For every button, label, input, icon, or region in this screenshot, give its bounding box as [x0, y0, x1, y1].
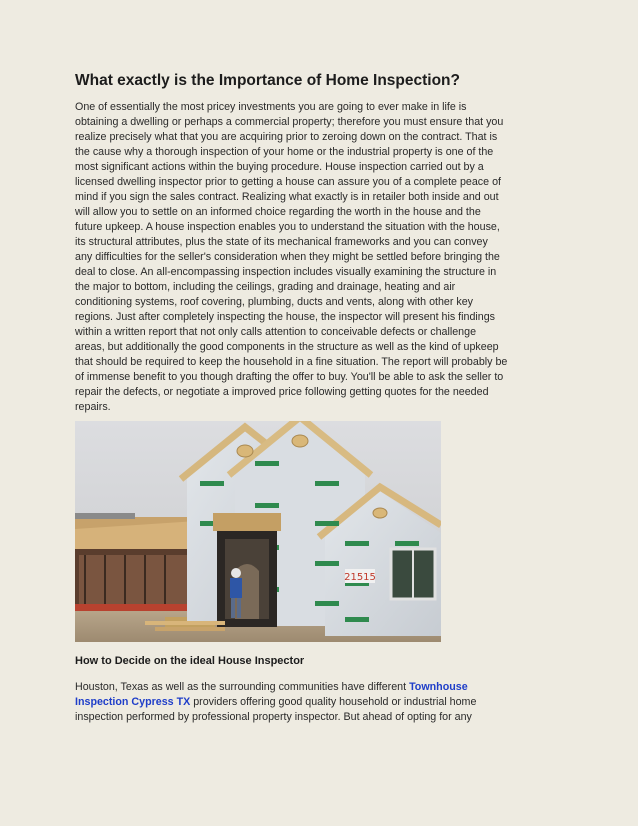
paragraph-text: Houston, Texas as well as the surrounding communities have different	[75, 681, 410, 693]
paragraph-line: areas, but additionally the good components in the structure as well as the kind of upkeep	[75, 341, 499, 353]
paragraph-line: mind if you sign the sales contract. Realizing what exactly is in retailer both inside and out	[75, 191, 499, 203]
paragraph-line: any difficulties for the seller's consideration when they might be settled before bringing the	[75, 251, 500, 263]
paragraph-line: that should be required to keep the household in a fine situation. The report will probably be	[75, 356, 508, 368]
paragraph-line: will allow you to settle on an informed choice regarding the worth in the house and the	[75, 206, 481, 218]
paragraph-line: One of essentially the most pricey investments you are going to ever make in life is	[75, 101, 467, 113]
section-subheading: How to Decide on the ideal House Inspector	[75, 655, 305, 667]
paragraph-line: obtaining a dwelling or perhaps a commercial property; therefore you must ensure that you	[75, 116, 504, 128]
article-title: What exactly is the Importance of Home Inspection?	[75, 72, 460, 89]
inspector-paragraph	[75, 680, 575, 725]
paragraph-line: most significant actions within the buying procedure. House inspection carried out by a	[75, 161, 484, 173]
paragraph-line: conditioning systems, roof covering, plumbing, ducts and vents, along with other key	[75, 296, 474, 308]
paragraph-line: deal to close. An all-encompassing inspection includes visually examining the structure in	[75, 266, 497, 278]
paragraph-line: its structural attributes, plus the state of its mechanical frameworks and you can convey	[75, 236, 488, 248]
paragraph-text: providers offering good quality household or industrial home	[190, 696, 477, 708]
paragraph-line: repair the defects, or negotiate a improved price following getting quotes for the needed	[75, 386, 489, 398]
paragraph-line: within a written report that not only calls attention to conceivable defects or challenge	[75, 326, 477, 338]
paragraph-line	[75, 695, 575, 710]
intro-paragraph	[75, 100, 575, 415]
house-number-sign: 21515	[344, 572, 376, 583]
paragraph-line: realize precisely what that you are acquiring prior to zeroing down on the contract. That is	[75, 131, 498, 143]
paragraph-line: the major to bottom, including the ceilings, grading and drainage, heating and air	[75, 281, 456, 293]
townhouse-inspection-link-cont[interactable]: Inspection Cypress TX	[75, 696, 191, 708]
house-construction-photo	[75, 421, 441, 642]
paragraph-line: of immense benefit to you though drafting the offer to buy. You'll be able to ask the seller to	[75, 371, 504, 383]
paragraph-line: repairs.	[75, 401, 111, 413]
paragraph-line: regions. Just after completely inspecting the house, the inspector will present his findings	[75, 311, 496, 323]
paragraph-line: inspection performed by professional property inspector. But ahead of opting for any	[75, 711, 472, 723]
paragraph-line: licensed dwelling inspector prior to getting a house can assure you of a complete peace of	[75, 176, 501, 188]
paragraph-line	[75, 680, 575, 695]
paragraph-line: the cause why a thorough inspection of your home or the industrial property is one of the	[75, 146, 494, 158]
townhouse-inspection-link[interactable]: Townhouse	[409, 681, 468, 693]
paragraph-line: future upkeep. A house inspection enables you to understand the situation with the house,	[75, 221, 500, 233]
